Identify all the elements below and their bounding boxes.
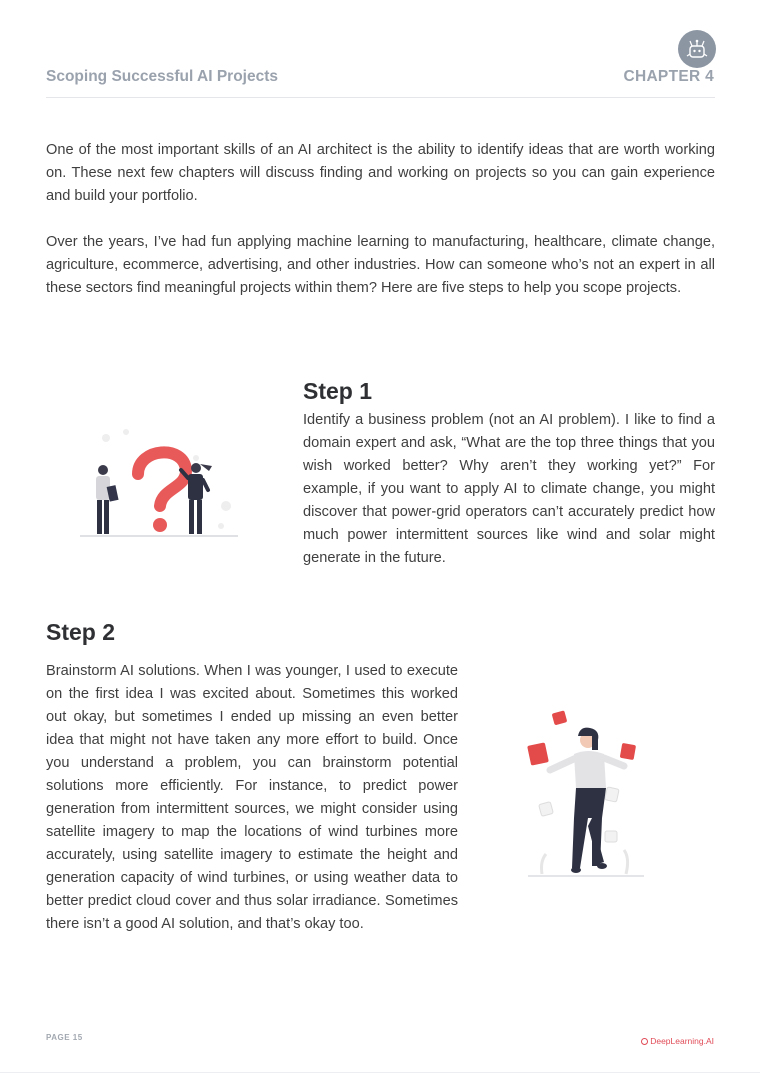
header-divider xyxy=(46,97,715,98)
deeplearning-logo-icon xyxy=(641,1038,648,1045)
robot-icon xyxy=(678,30,716,68)
footer-divider xyxy=(0,1072,760,1073)
brand-logo xyxy=(641,1036,714,1046)
step-1-body: Identify a business problem (not an AI problem). I like to find a domain expert and ask, “What are the top three things that you wish worked better? Why aren’t they working yet?” For example, if you want to apply AI to climate change, you might discover that power-grid operators can’t accurately predict how much power intermittent sources like wind and solar might generate in the future. xyxy=(303,412,715,566)
juggling-cards-illustration xyxy=(520,706,652,887)
intro-paragraph-1: One of the most important skills of an AI architect is the ability to identify ideas that are worth working on. These next few chapters will discuss finding and working on projects so you can gain experience and build your portfolio. xyxy=(46,142,715,204)
book-title: Scoping Successful AI Projects xyxy=(46,68,278,85)
page-number: PAGE 15 xyxy=(46,1033,83,1042)
chapter-label: CHAPTER 4 xyxy=(623,68,714,85)
step-2-body: Brainstorm AI solutions. When I was younger, I used to execute on the first idea I was excited about. Sometimes this worked out okay, but sometimes I ended up missing an even better idea that might not have taken any more effort to build. Once you understand a problem, you can brainstorm potential solutions more efficiently. For instance, to predict power generation from intermittent sources, we might consider using satellite imagery to map the locations of wind turbines more accurately, using satellite imagery to estimate the height and generation capacity of wind turbines, or using weather data to better predict cloud cover and thus solar irradiance. Sometimes there isn’t a good AI solution, and that’s okay too. xyxy=(46,663,458,932)
brand-name: DeepLearning.AI xyxy=(650,1036,714,1046)
step-1-heading: Step 1 xyxy=(303,378,373,404)
question-mark-illustration xyxy=(76,418,246,553)
step-2-heading: Step 2 xyxy=(46,619,116,645)
intro-paragraph-2: Over the years, I’ve had fun applying machine learning to manufacturing, healthcare, climate change, agriculture, ecommerce, advertising, and other industries. How can someone who’s not an expert in all these sectors find meaningful projects within them? Here are five steps to help you scope projects. xyxy=(46,234,715,296)
